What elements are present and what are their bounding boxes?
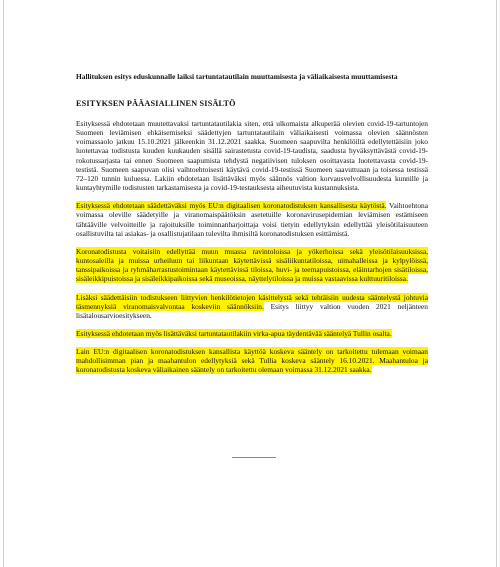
paragraph-5 <box>76 329 428 338</box>
highlighted-text: Lain EU:n digitaalisen koronatodistuksen kansallista käyttöä koskeva sääntely on tarkoitettu tulemaan voimaan mahdollisimman pian ja maahantulon edellytyksiä sekä Tullia koskeva sääntely 16.10.2021. Maahantuloa ja koronatodistusta koskeva väliaikainen sääntely on tarkoitettu olemaan voimassa 31.12.2021 saakka. <box>76 347 428 375</box>
paragraph-1: Esityksessä ehdotetaan muutettavaksi tartuntatautilakia siten, että ulkomaista alkuperää olevien covid-19-tartuntojen Suomeen leviämisen ehkäisemiseksi säädettyjen tartuntatautilain väliaikaisesti voimassa olevien säännösten voimassaolo jatkuu 15.10.2021 jälkeenkin 31.12.2021 saakka. Suomeen saapuvilta henkilöiltä edellytettäisiin joko luotettavaa todistusta kuuden kuukauden sisällä sairastetusta covid-19-taudista, saadusta hyväksyttävästä covid-19-rokotussarjasta tai ennen Suomeen saapumista tehdystä negatiivisen tuloksen osoittavasta luotettavasta covid-19-testistä. Suomeen saapuvan olisi vaihtoehtoisesti käytävä covid-19-testissä Suomeen saavuttuaan ja toisessa testissä 72–120 tunnin kuluessa. Lakiin ehdotetaan lisättäväksi myös säännös valtion korvausvelvollisuudesta kunnille ja kuntayhtymille todistusten tarkastamisesta ja covid-19-testauksesta aiheutuvista kustannuksista. <box>76 119 428 193</box>
paragraph-4 <box>76 293 428 320</box>
highlighted-text: Esityksessä ehdotetaan myös lisättäväksi tartuntatautilakiin virka-apua täydentävää sääntelyä Tullin osalta. <box>76 328 392 338</box>
highlighted-text: Esityksessä ehdotetaan säädettäväksi myös EU:n digitaalisen koronatodistuksen kansallisesta käytöstä. <box>76 201 387 211</box>
paragraph-text: Esitys liittyy valtion vuoden 2021 neljänteen lisätalousarvioesitykseen. <box>76 301 429 320</box>
paragraph-6 <box>76 347 428 374</box>
document-page <box>3 0 497 567</box>
paragraph-2 <box>76 201 428 238</box>
paragraph-text: Vaihtoehtona voimassa oleville säädetyille ja viranomaispäätöksin asetetuille koronavirusepidemian leviämisen estämiseen tähtääville velvoitteille ja rajoituksille toiminnanharjoittaja voisi tietyin edellytyksin edellyttää yleisötilaisuuteen osallistuvilta tai asiakas- ja osallistujatilaan tulevilta ihmisiltä koronatodistuksen esittämistä. <box>76 201 428 238</box>
highlighted-text: Koronatodistusta voitaisiin edellyttää muun muassa ravintoloissa ja yökerhoissa sekä yleisötilaisuuksissa, kuntosaleilla ja muissa urheiluun tai liikuntaan käytettävissä sisäliikuntatiloissa, uimahalleissa ja kylpylöissä, tanssipaikoissa ja ryhmäharrastustoimintaan käytettävissä tiloissa, huvi- ja teemapuistoissa, eläintarhojen sisätiloissa, sisäleikkipuistoissa ja sisäleikkipaikoissa sekä museoissa, näyttelytiloissa ja muissa vastaavissa kulttuuritiloissa. <box>76 246 428 284</box>
highlighted-text: Lisäksi säädettäisiin todistukseen liittyvien henkilötietojen käsittelystä sekä tehtäisiin uudesta sääntelystä johtuvia täsmennyksiä viranomaisvalvontaa koskeviin säännöksiin. <box>76 292 428 311</box>
end-separator-line <box>232 457 276 458</box>
document-title: Hallituksen esitys eduskunnalle laiksi tartuntatautilain muuttamisesta ja väliaikaisesta muuttamisesta <box>76 72 398 81</box>
paragraph-3 <box>76 247 428 284</box>
document-content <box>76 72 428 384</box>
section-heading: ESITYKSEN PÄÄASIALLINEN SISÄLTÖ <box>76 99 236 108</box>
